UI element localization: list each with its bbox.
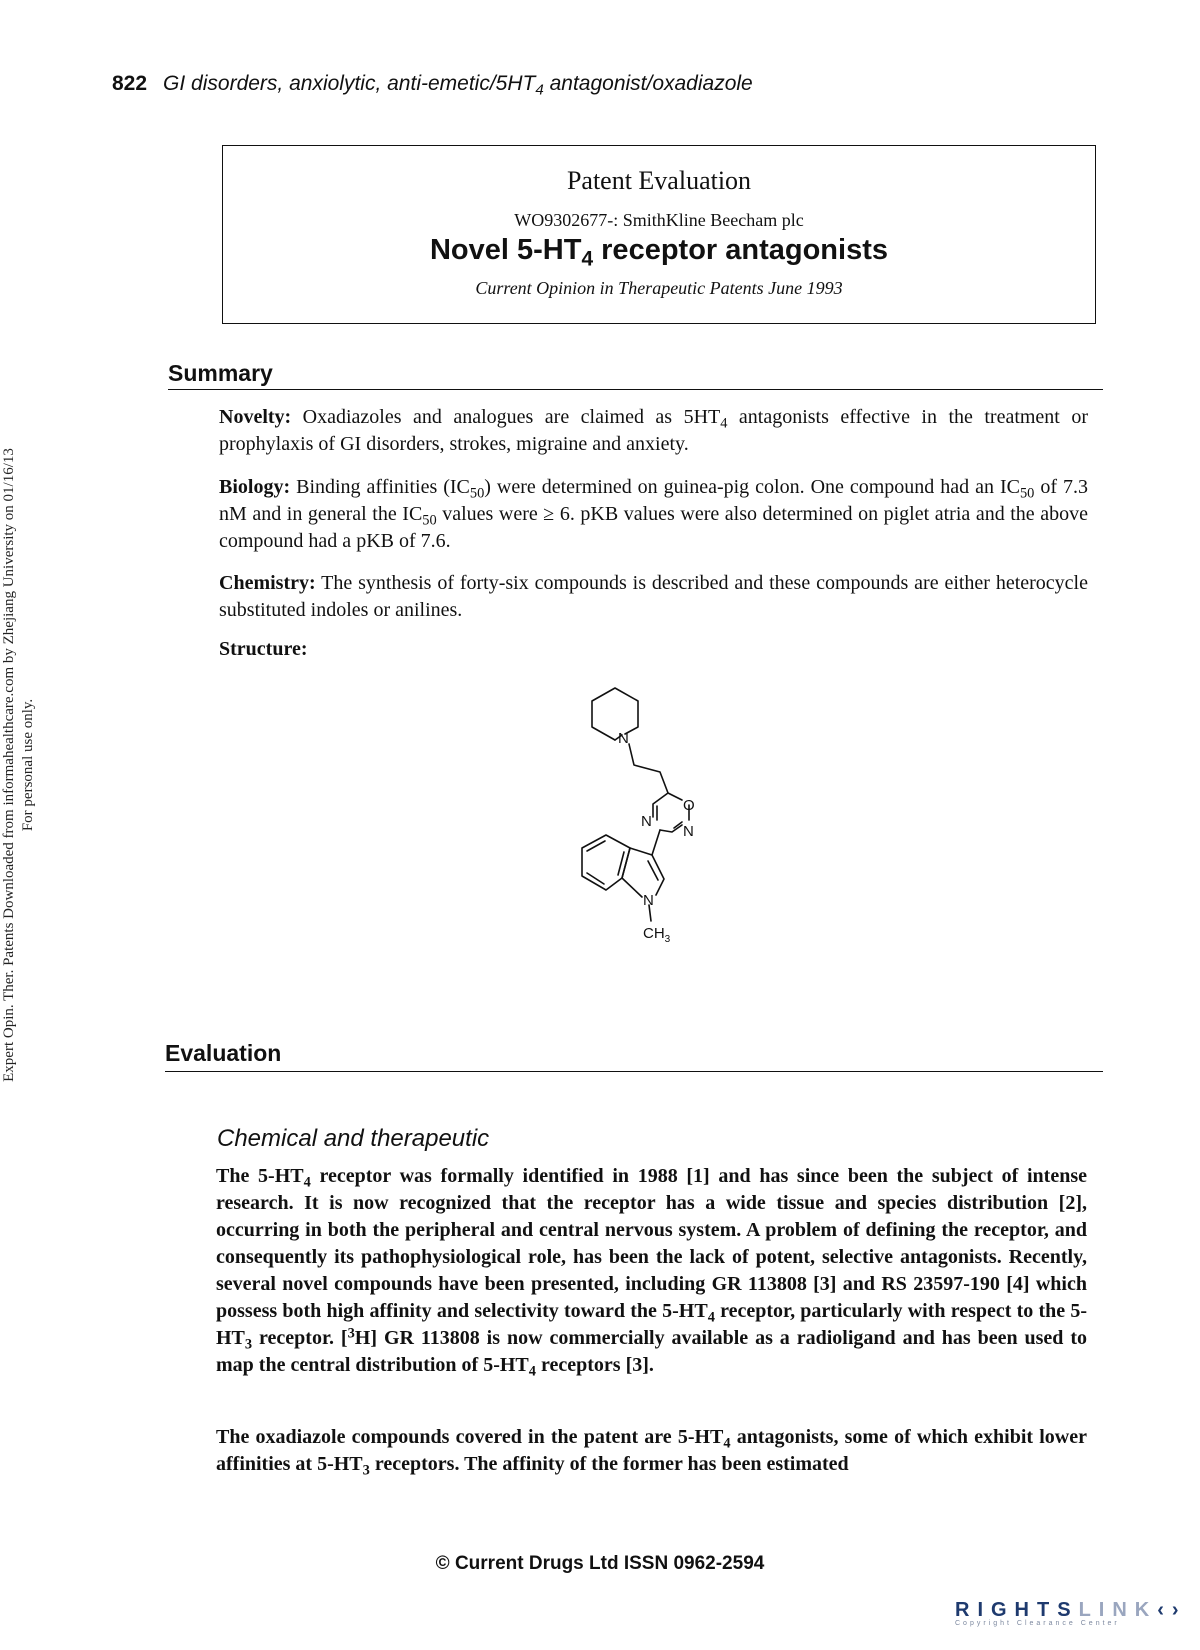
- indole-nitrogen: N: [643, 892, 654, 909]
- article-title-subscript: 4: [581, 247, 594, 271]
- running-title-text-end: antagonist/oxadiazole: [543, 72, 753, 95]
- rightslink-tagline: Copyright Clearance Center: [955, 1620, 1120, 1627]
- piperidine-ring: [592, 688, 638, 740]
- rightslink-arrows-icon: ‹›: [1157, 1599, 1187, 1621]
- running-head: [112, 72, 753, 99]
- biology-label: Biology:: [219, 476, 291, 498]
- evaluation-heading: Evaluation: [165, 1040, 282, 1066]
- running-title: [163, 72, 753, 99]
- body-text: receptor. [: [252, 1327, 348, 1349]
- biology-text: Binding affinities (IC: [290, 476, 470, 498]
- download-watermark: [0, 340, 38, 1190]
- biology-subscript: 50: [1019, 485, 1035, 502]
- body-subscript: 4: [528, 1363, 536, 1380]
- body-text: The oxadiazole compounds covered in the patent are 5-HT: [216, 1426, 724, 1448]
- body-subscript: 4: [723, 1435, 731, 1452]
- novelty-subscript: 4: [720, 415, 728, 432]
- novelty-text: Oxadiazoles and analogues are claimed as 5HT: [291, 406, 721, 428]
- body-superscript: 3: [347, 1325, 355, 1342]
- piperidine-nitrogen: N: [618, 730, 629, 747]
- body-text: receptors. The affinity of the former has been estimated: [369, 1453, 849, 1475]
- body-text: The 5-HT: [216, 1165, 304, 1187]
- body-subscript: 4: [303, 1174, 311, 1191]
- rightslink-wordmark: [955, 1599, 1185, 1622]
- oxadiazole-ring: [668, 793, 682, 800]
- page-number: 822: [112, 72, 148, 95]
- indole-ring: [652, 855, 664, 895]
- patent-number: WO9302677-: SmithKline Beecham plc: [514, 210, 804, 230]
- oxadiazole-nitrogen-left: N: [641, 813, 652, 830]
- evaluation-divider: [165, 1071, 1103, 1072]
- download-watermark-line1: Expert Opin. Ther. Patents Downloaded from informahealthcare.com by Zhejiang University on 01/16/13: [1, 448, 17, 1082]
- body-subscript: 3: [362, 1462, 370, 1479]
- chemistry-text: The synthesis of forty-six compounds is described and these compounds are either heterocycle substituted indoles or anilines.: [219, 572, 1088, 621]
- biology-text: ) were determined on guinea-pig colon. One compound had an IC: [484, 476, 1020, 498]
- evaluation-paragraph-1: [216, 1163, 1087, 1379]
- body-text: receptor, particularly with respect to the 5-HT: [216, 1300, 1088, 1349]
- biology-paragraph: [219, 474, 1088, 555]
- article-title-text-end: receptor antagonists: [593, 234, 888, 266]
- novelty-text-end: antagonists effective in the treatment or prophylaxis of GI disorders, strokes, migraine and anxiety.: [219, 406, 1088, 455]
- chemistry-paragraph: [219, 570, 1088, 624]
- article-title-text: Novel 5-HT: [429, 234, 582, 266]
- body-subscript: 4: [707, 1309, 715, 1326]
- ethyl-linker: [629, 744, 668, 793]
- running-title-text: GI disorders, anxiolytic, anti-emetic/5HT: [163, 72, 536, 95]
- oxadiazole-oxygen: O: [683, 797, 695, 814]
- structure-label: Structure:: [219, 638, 308, 660]
- body-subscript: 3: [244, 1336, 253, 1353]
- evaluation-paragraph-2: [216, 1424, 1087, 1478]
- rightslink-light: LINK: [1078, 1599, 1158, 1621]
- body-text: H] GR 113808 is now commercially available as a radioligand and has been used to map the central distribution of 5-HT: [216, 1327, 1087, 1376]
- novelty-paragraph: [219, 404, 1088, 458]
- summary-heading: Summary: [168, 360, 273, 386]
- subsection-heading: Chemical and therapeutic: [217, 1125, 490, 1152]
- methyl-label: CH: [643, 925, 665, 942]
- body-text: receptors [3].: [535, 1354, 654, 1376]
- biology-subscript: 50: [469, 485, 485, 502]
- copyright-footer: © Current Drugs Ltd ISSN 0962-2594: [435, 1553, 765, 1574]
- methyl-subscript: 3: [664, 934, 671, 945]
- running-title-subscript: 4: [535, 81, 544, 99]
- article-title: [223, 234, 1095, 271]
- oxadiazole-nitrogen-right: N: [683, 823, 694, 840]
- methyl-group: [643, 925, 671, 945]
- biology-text: of 7.3 nM and in general the IC: [219, 476, 1088, 525]
- chemical-structure-figure: [560, 680, 750, 990]
- journal-citation: Current Opinion in Therapeutic Patents June 1993: [475, 278, 843, 298]
- benzene-ring: [582, 835, 630, 890]
- biology-text: values were ≥ 6. pKB values were also determined on piglet atria and the above compound had a pKB of 7.6.: [219, 503, 1088, 552]
- patent-evaluation-box: [222, 145, 1096, 324]
- summary-divider: [168, 389, 1103, 390]
- rightslink-logo[interactable]: [955, 1599, 1185, 1627]
- novelty-label: Novelty:: [219, 406, 292, 428]
- box-kicker: Patent Evaluation: [566, 166, 752, 195]
- body-text: receptor was formally identified in 1988 [1] and has since been the subject of intense research. It is now recognized that the receptor has a wide tissue and species distribution [2], occurring in both the peripheral and central nervous system. A problem of defining the receptor, and consequently its pathophysiological role, has been the lack of potent, selective antagonists. Recently, several novel compounds have been presented, including GR 113808 [3] and RS 23597-190 [4] which possess both high affinity and selectivity toward the 5-HT: [216, 1165, 1087, 1322]
- rightslink-strong: RIGHTS: [955, 1599, 1079, 1621]
- chemistry-label: Chemistry:: [219, 572, 316, 594]
- download-watermark-line2: For personal use only.: [20, 698, 36, 832]
- body-text: antagonists, some of which exhibit lower affinities at 5-HT: [216, 1426, 1087, 1475]
- biology-subscript: 50: [422, 512, 437, 529]
